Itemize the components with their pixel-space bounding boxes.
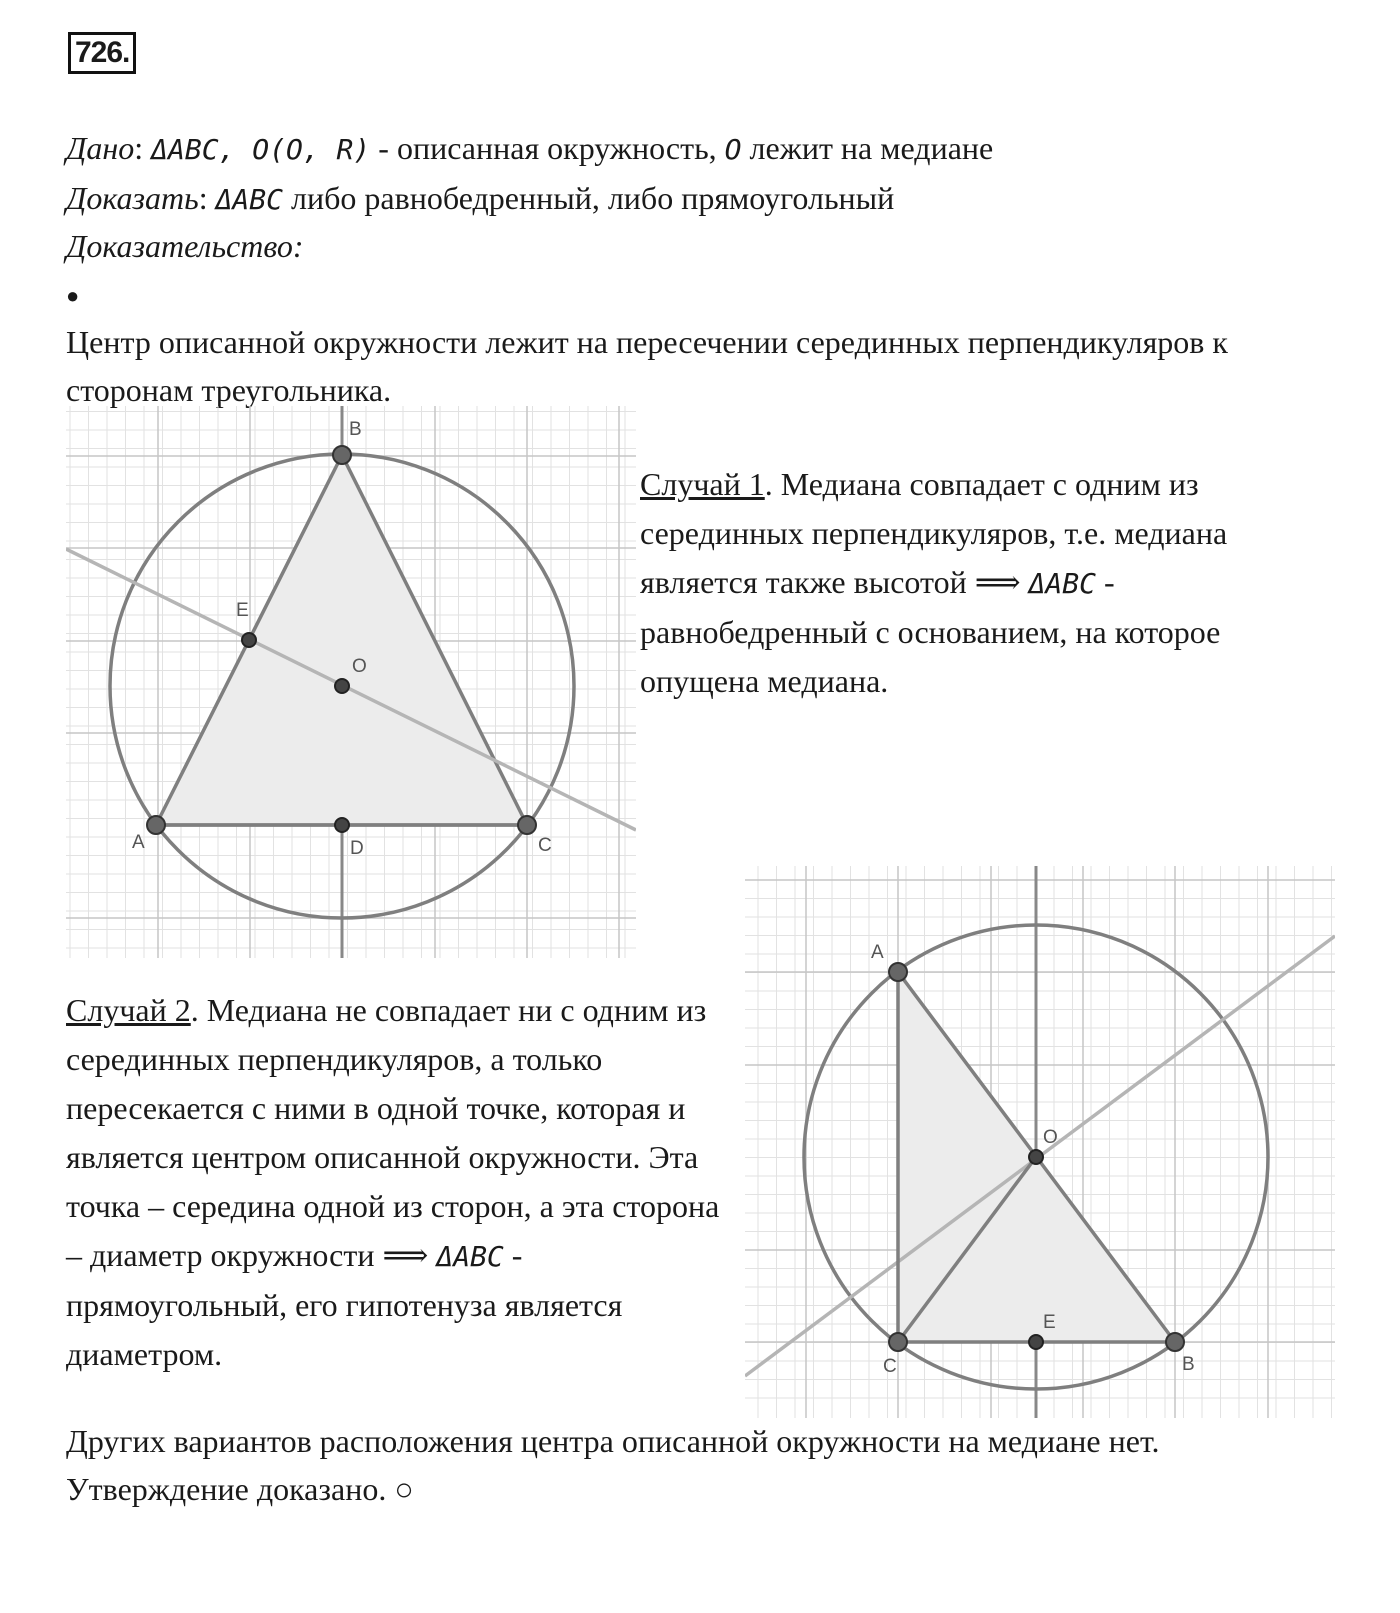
label-b: B	[349, 419, 362, 440]
point-c-2	[889, 1333, 907, 1351]
prove-math: ΔABC	[215, 183, 284, 216]
label-o-2: O	[1043, 1127, 1058, 1148]
figure-case-2	[745, 866, 1335, 1418]
label-d: D	[350, 838, 364, 859]
prove-line: Доказать: ΔABC либо равнобедренный, либо прямоугольный	[66, 180, 895, 216]
case-1-math: ΔABC	[1028, 567, 1096, 600]
given-text: - описанная окружность,	[370, 130, 725, 166]
case-2-title: Случай 2	[66, 992, 191, 1028]
point-a	[147, 816, 165, 834]
case-1-text: Случай 1. Медиана совпадает с одним из серединных перпендикуляров, т.е. медиана является также высотой ⟹ ΔABC - равнобедренный с основанием, на которое опущена медиана.	[640, 466, 1228, 699]
prove-text: либо равнобедренный, либо прямоугольный	[283, 180, 895, 216]
case-2-text: Случай 2. Медиана не совпадает ни с одним из серединных перпендикуляров, а только пересекается с ними в одной точке, которая и является центром описанной окружности. Эта точка – середина одной из сторон, а эта сторона – диаметр окружности ⟹ ΔABC - прямоугольный, его гипотенуза является диаметром.	[66, 992, 720, 1372]
label-c: C	[538, 835, 552, 856]
point-e	[242, 633, 256, 647]
label-e: E	[236, 600, 249, 621]
point-o-2	[1029, 1150, 1043, 1164]
label-c-2: C	[883, 1356, 897, 1377]
point-o	[335, 679, 349, 693]
given-math-o: O	[724, 133, 742, 166]
label-o: O	[352, 656, 367, 677]
given-line: Дано: ΔABC, Ο(O, R) - описанная окружность, O лежит на медиане	[66, 130, 994, 166]
given-label: Дано	[66, 130, 135, 166]
point-c	[518, 816, 536, 834]
point-a-2	[889, 963, 907, 981]
case-1-title: Случай 1	[640, 466, 765, 502]
point-b-2	[1166, 1333, 1184, 1351]
label-a: A	[132, 832, 145, 853]
triangle-abc	[156, 455, 527, 825]
conclusion-line-1: Других вариантов расположения центра описанной окружности на медиане нет.	[66, 1423, 1160, 1459]
case-2-math: ΔABC	[436, 1240, 504, 1273]
conclusion-line-2: Утверждение доказано. ○	[66, 1471, 414, 1507]
intro-line-2: сторонам треугольника.	[66, 372, 392, 408]
label-e-2: E	[1043, 1312, 1056, 1333]
given-math: ΔABC, Ο(O, R)	[151, 133, 371, 166]
bullet: ●	[66, 283, 80, 308]
point-e-2	[1029, 1335, 1043, 1349]
given-text-2: лежит на медиане	[741, 130, 994, 166]
proof-label: Доказательство:	[66, 228, 304, 264]
label-a-2: A	[871, 942, 884, 963]
intro-line-1: Центр описанной окружности лежит на пересечении серединных перпендикуляров к	[66, 324, 1228, 360]
label-b-2: B	[1182, 1354, 1195, 1375]
point-b	[333, 446, 351, 464]
problem-number: 726.	[68, 32, 136, 74]
prove-label: Доказать	[66, 180, 199, 216]
figure-case-1	[66, 406, 636, 958]
point-d	[335, 818, 349, 832]
